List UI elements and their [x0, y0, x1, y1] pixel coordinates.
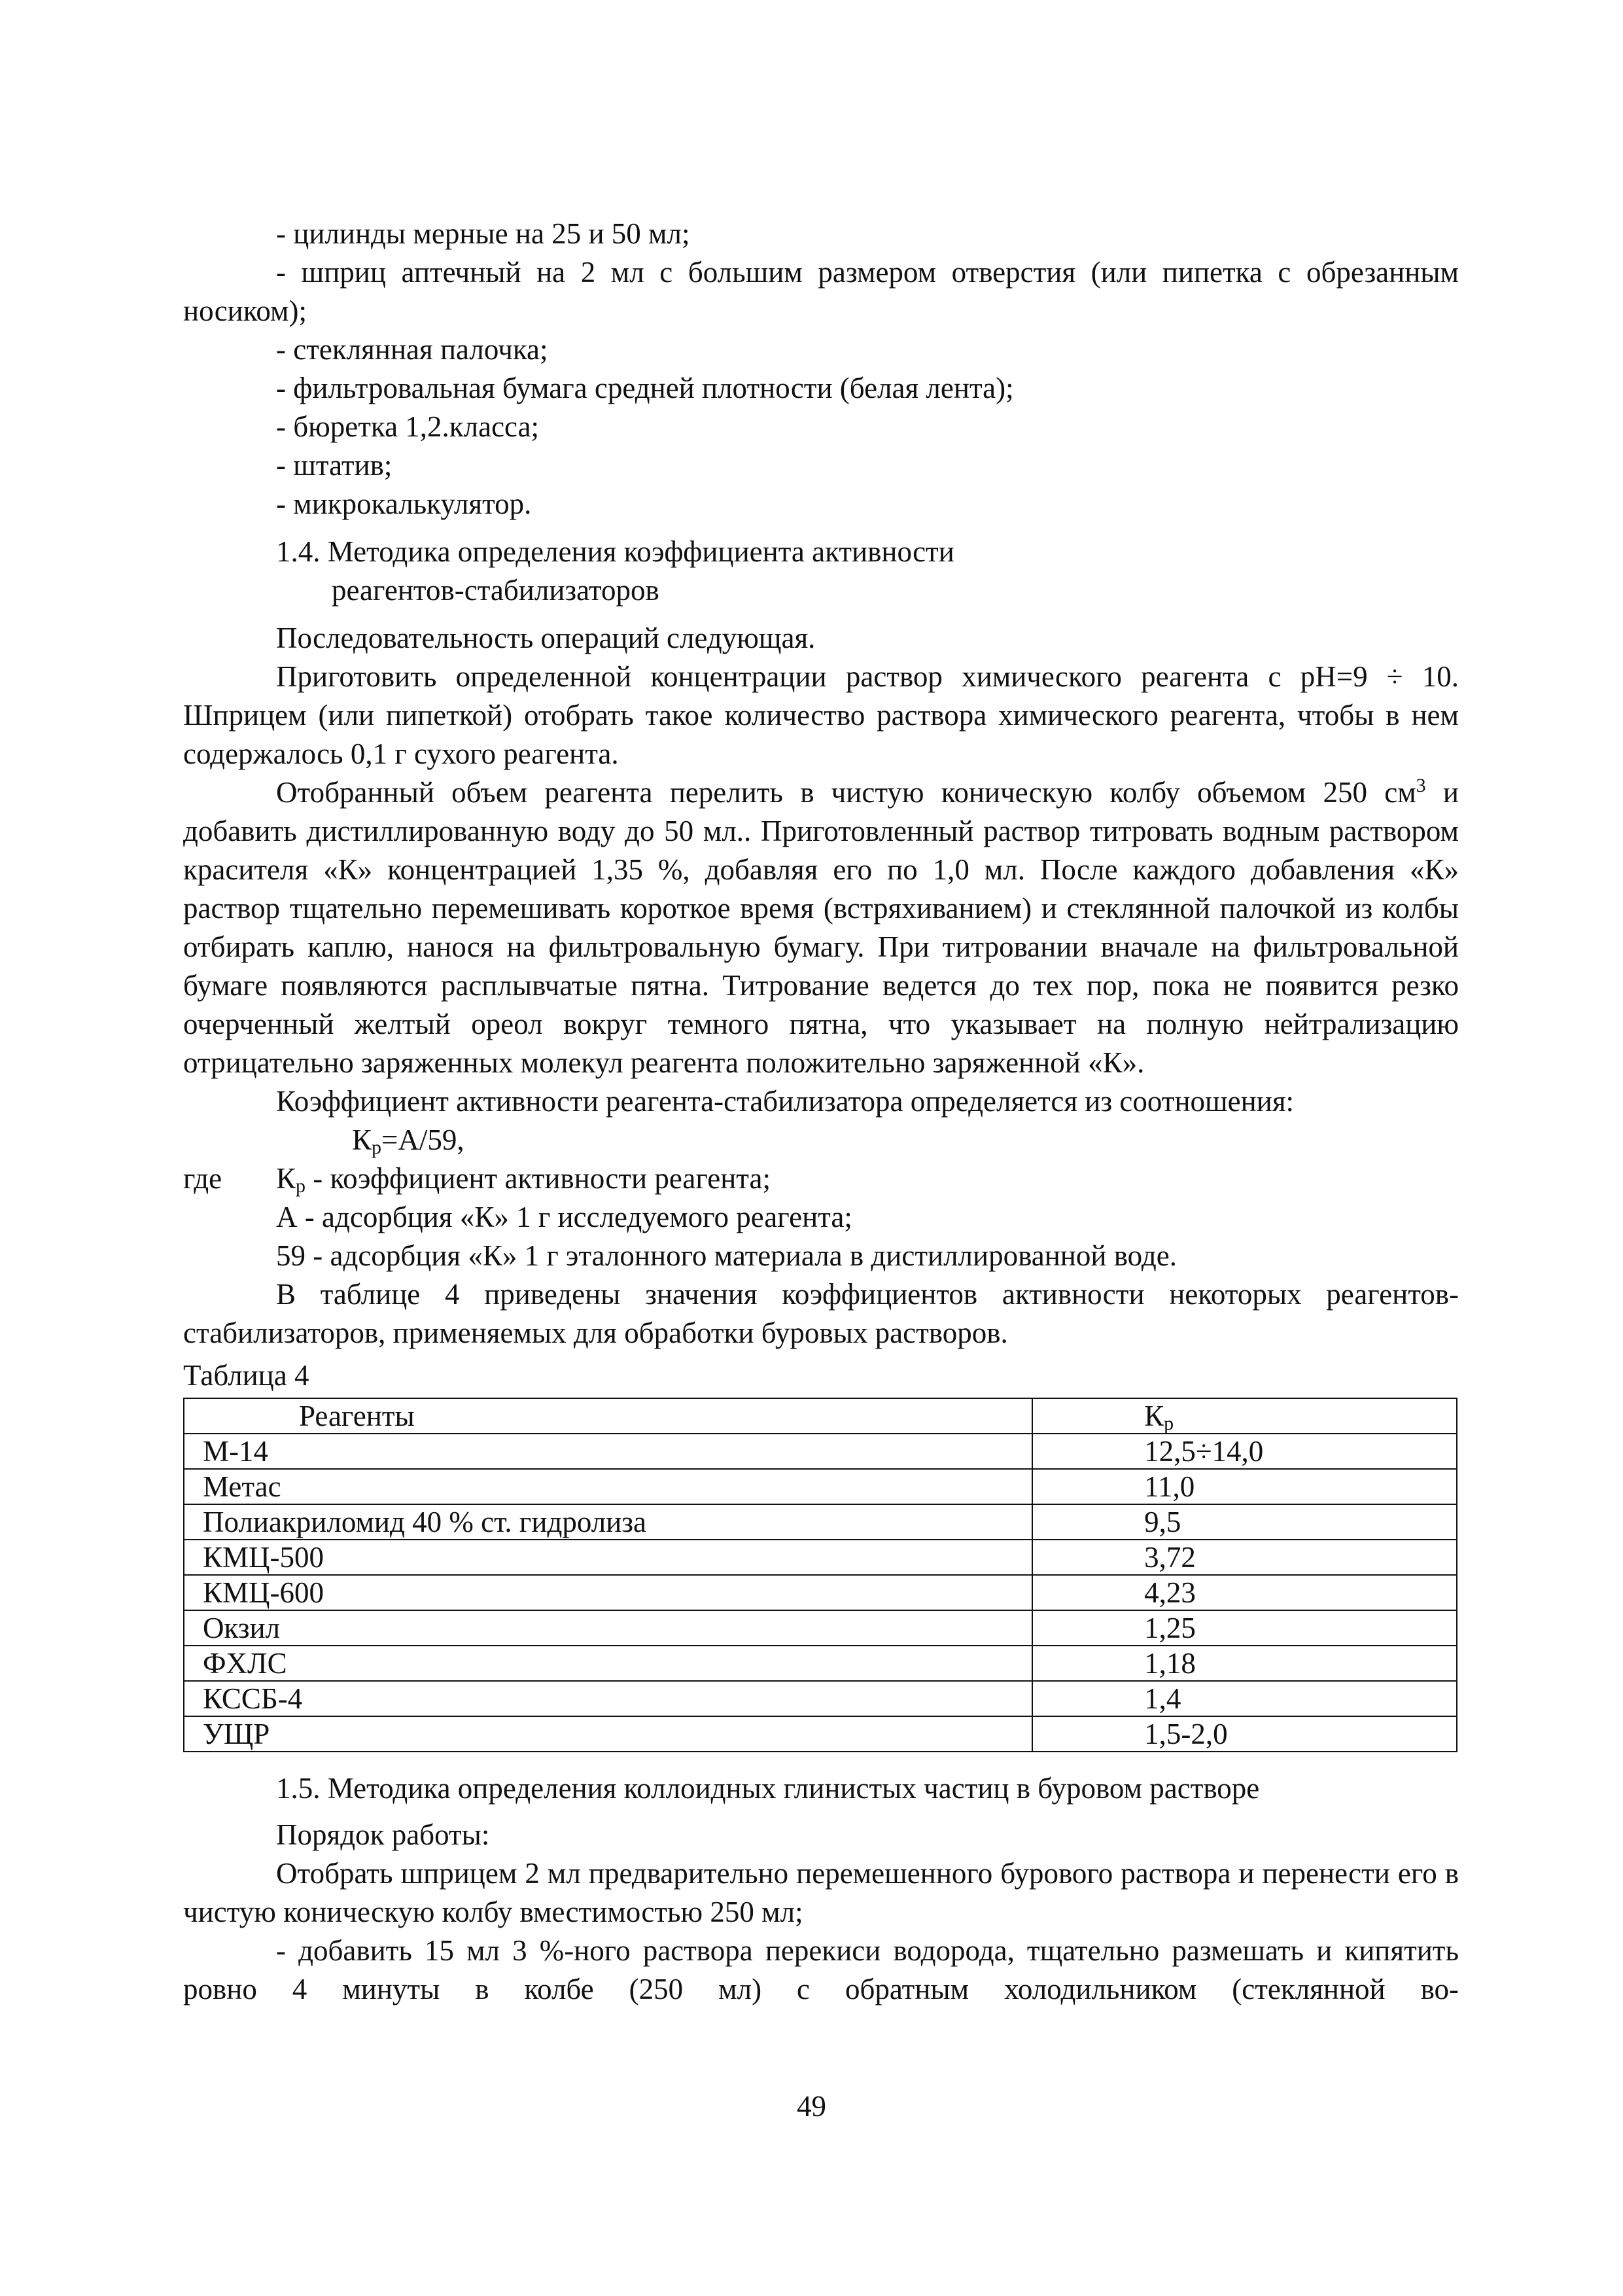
reagent-kp: 1,18: [1032, 1646, 1457, 1681]
reagent-name: УЩР: [184, 1716, 1032, 1752]
heading-line-2: реагентов-стабилизаторов: [332, 574, 659, 607]
reagent-name: Полиакриломид 40 % ст. гидролиза: [184, 1504, 1032, 1540]
page-content: [183, 215, 1459, 2009]
header-subscript: р: [1164, 1413, 1174, 1434]
paragraph: В таблице 4 приведены значения коэффициентов активности некоторых реагентов-стабилизаторов, применяемых для обработки буровых растворов.: [183, 1278, 1459, 1349]
formula-subscript: р: [372, 1137, 382, 1158]
legend-line: 59 - адсорбция «К» 1 г эталонного материала в дистиллированной воде.: [276, 1239, 1177, 1272]
legend-subscript: р: [296, 1175, 306, 1197]
paragraph: - добавить 15 мл 3 %-ного раствора перекиси водорода, тщательно размешать и кипятить ровно 4 минуты в колбе (250 мл) с обратным холодильником (стеклянной во-: [183, 1934, 1459, 2005]
paragraph: [183, 773, 1459, 1082]
header-cell-reagents: Реагенты: [184, 1398, 1032, 1434]
list-item: - микрокалькулятор.: [276, 487, 532, 520]
table-header-row: [184, 1398, 1457, 1434]
reagent-name: ФХЛС: [184, 1646, 1032, 1681]
paragraph: Приготовить определенной концентрации раствор химического реагента с pH=9 ÷ 10. Шприцем (или пипеткой) отобрать такое количество раствора химического реагента, чтобы в нем содержалось 0,1 г сухого реагента.: [183, 660, 1459, 770]
formula-legend-row: [183, 1159, 1459, 1198]
list-item: - стеклянная палочка;: [276, 333, 548, 366]
paragraph-text: и добавить дистиллированную воду до 50 мл.. Приготовленный раствор титровать водным раствором красителя «К» концентрацией 1,35 %, добавляя его по 1,0 мл. После каждого добавления «К» раствор тщательно перемешивать короткое время (встряхиванием) и стеклянной палочкой из колбы отбирать каплю, нанося на фильтровальную бумагу. При титровании вначале на фильтровальной бумаге появляются расплывчатые пятна. Титрование ведется до тех пор, пока не появится резко очерченный желтый ореол вокруг темного пятна, что указывает на полную нейтрализацию отрицательно заряженных молекул реагента положительно заряженной «К».: [183, 776, 1459, 1079]
paragraph: Порядок работы:: [276, 1818, 490, 1851]
legend-line: [276, 1159, 771, 1198]
header-symbol: К: [1144, 1400, 1164, 1432]
reagents-table: [183, 1398, 1457, 1752]
paragraph: Коэффициент активности реагента-стабилизатора определяется из соотношения:: [276, 1085, 1295, 1118]
legend-text: - коэффициент активности реагента;: [305, 1162, 771, 1195]
page-number: 49: [797, 2090, 826, 2123]
list-item: - шприц аптечный на 2 мл с большим размером отверстия (или пипетка с обрезанным носиком);: [183, 256, 1459, 327]
list-item: - фильтровальная бумага средней плотности (белая лента);: [276, 372, 1014, 404]
header-cell-kp: [1032, 1398, 1457, 1434]
formula-expression: =А/59,: [381, 1123, 464, 1156]
paragraph: Отобрать шприцем 2 мл предварительно перемешенного бурового раствора и перенести его в чистую коническую колбу вместимостью 250 мл;: [183, 1857, 1459, 1928]
table-row: [184, 1540, 1457, 1575]
table-row: [184, 1610, 1457, 1646]
reagent-name: КМЦ-600: [184, 1575, 1032, 1610]
reagent-kp: 9,5: [1032, 1504, 1457, 1540]
section-heading-1-4: [183, 533, 1459, 610]
table-row: [184, 1646, 1457, 1681]
formula: [183, 1121, 1459, 1159]
table-row: [184, 1716, 1457, 1752]
paragraph-text: Отобранный объем реагента перелить в чистую коническую колбу объемом 250 см: [276, 776, 1416, 809]
reagent-name: КССБ-4: [184, 1681, 1032, 1716]
where-label: где: [183, 1162, 222, 1195]
heading-line-1: 1.4. Методика определения коэффициента активности: [276, 535, 954, 568]
superscript: 3: [1416, 775, 1426, 796]
legend-line: А - адсорбция «К» 1 г исследуемого реагента;: [276, 1201, 852, 1233]
reagent-name: КМЦ-500: [184, 1540, 1032, 1575]
reagent-kp: 3,72: [1032, 1540, 1457, 1575]
reagent-kp: 1,4: [1032, 1681, 1457, 1716]
section-heading-1-5: 1.5. Методика определения коллоидных глинистых частиц в буровом растворе: [276, 1772, 1260, 1805]
equipment-list: [183, 215, 1459, 523]
reagent-name: Метас: [184, 1469, 1032, 1504]
reagent-kp: 1,25: [1032, 1610, 1457, 1646]
list-item: - бюретка 1,2.класса;: [276, 410, 540, 443]
list-item: - цилинды мерные на 25 и 50 мл;: [276, 217, 690, 250]
legend-symbol: К: [276, 1162, 296, 1195]
reagent-name: Окзил: [184, 1610, 1032, 1646]
table-row: [184, 1434, 1457, 1469]
table-row: [184, 1469, 1457, 1504]
table-row: [184, 1575, 1457, 1610]
reagent-name: М-14: [184, 1434, 1032, 1469]
reagent-kp: 11,0: [1032, 1469, 1457, 1504]
table-caption: Таблица 4: [183, 1359, 309, 1392]
table-row: [184, 1681, 1457, 1716]
list-item: - штатив;: [276, 449, 393, 482]
table-row: [184, 1504, 1457, 1540]
reagent-kp: 12,5÷14,0: [1032, 1434, 1457, 1469]
paragraph: Последовательность операций следующая.: [276, 622, 816, 654]
reagent-kp: 4,23: [1032, 1575, 1457, 1610]
reagent-kp: 1,5-2,0: [1032, 1716, 1457, 1752]
formula-symbol: К: [352, 1123, 372, 1156]
